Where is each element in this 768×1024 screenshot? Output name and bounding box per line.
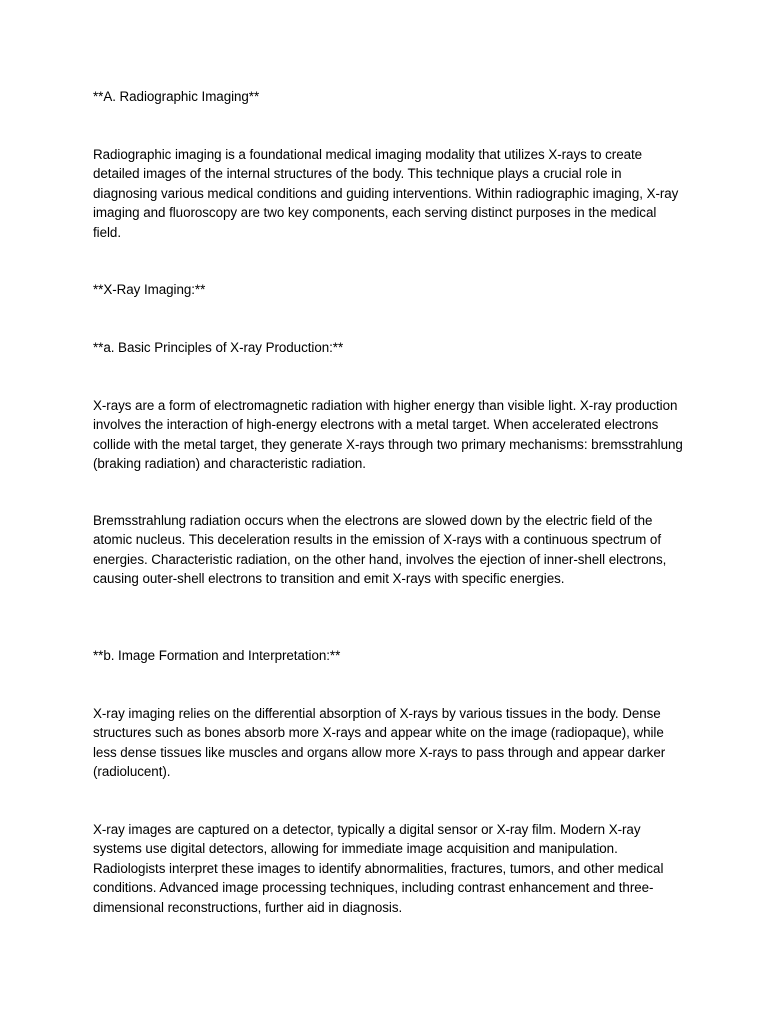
intro-paragraph: Radiographic imaging is a foundational medical imaging modality that utilizes X-rays to create detailed images of the internal structures of the body. This technique plays a crucial role in diagnosing various medical conditions and guiding interventions. Within radiographic imaging, X-ray imaging and fluoroscopy are two key components, each serving distinct purposes in the medical field.: [93, 147, 679, 240]
part-b-paragraph-1: X-ray imaging relies on the differential absorption of X-rays by various tissues in the body. Dense structures such as bones absorb more X-rays and appear white on the image (radiopaque), while less dense tissues like muscles and organs allow more X-rays to pass through and appear darker (radiolucent).: [93, 706, 666, 780]
part-b-paragraph-2: X-ray images are captured on a detector, typically a digital sensor or X-ray film. Modern X-ray systems use digital detectors, allowing for immediate image acquisition and manipulation. Radiologists interpret these images to identify abnormalities, fractures, tumors, and other medical conditions. Advanced image processing techniques, including contrast enhancement and three-dimensional reconstructions, further aid in diagnosis.: [93, 822, 664, 915]
part-a-paragraph-1: X-rays are a form of electromagnetic radiation with higher energy than visible light. X-ray production involves the interaction of high-energy electrons with a metal target. When accelerated electrons collide with the metal target, they generate X-rays through two primary mechanisms: bremsstrahlung (braking radiation) and characteristic radiation.: [93, 398, 683, 472]
subsection-title: **X-Ray Imaging:**: [93, 282, 206, 297]
part-b-heading: **b. Image Formation and Interpretation:**: [93, 648, 341, 663]
part-a-paragraph-2: Bremsstrahlung radiation occurs when the electrons are slowed down by the electric field of the atomic nucleus. This deceleration results in the emission of X-rays with a continuous spectrum of energies. Characteristic radiation, on the other hand, involves the ejection of inner-shell electrons, causing outer-shell electrons to transition and emit X-rays with specific energies.: [93, 513, 667, 587]
section-title: **A. Radiographic Imaging**: [93, 89, 260, 104]
part-a-heading: **a. Basic Principles of X-ray Production:**: [93, 340, 344, 355]
